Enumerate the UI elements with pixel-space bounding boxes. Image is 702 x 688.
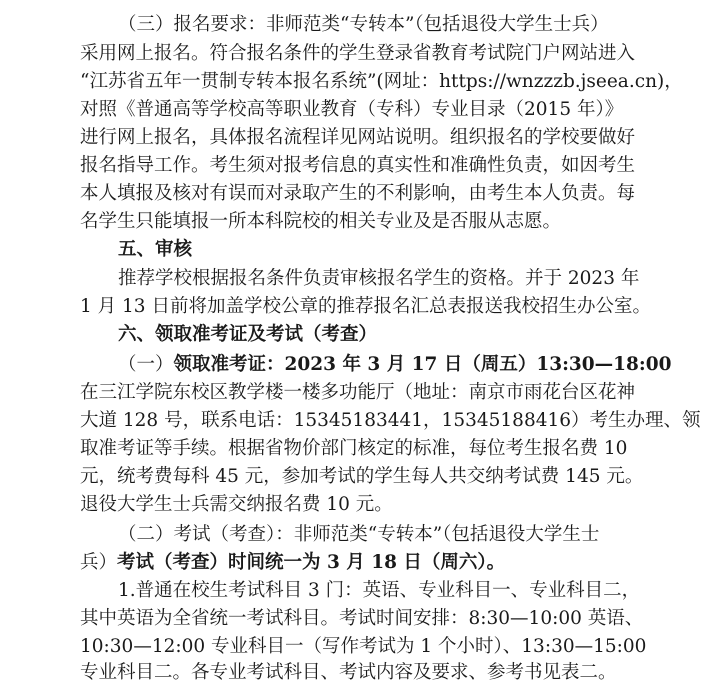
paragraph-line: 在三江学院东校区教学楼一楼多功能厅（地址：南京市雨花台区花神 xyxy=(80,382,636,403)
paragraph-line: “江苏省五年一贯制专转本报名系统”(网址：https://wnzzzb.jseea.cn)， xyxy=(80,71,683,92)
paragraph-line: 其中英语为全省统一考试科目。考试时间安排：8:30—10:00 英语、 xyxy=(80,608,644,629)
paragraph-line: 专业科目二。各专业考试科目、考试内容及要求、参考书见表二。 xyxy=(80,662,617,683)
text-span: 兵） xyxy=(80,552,118,573)
paragraph-line: 对照《普通高等学校高等职业教育（专科）专业目录（2015 年）》 xyxy=(80,99,624,120)
paragraph-line: 1 月 13 日前将加盖学校公章的推荐报名汇总表报送我校招生办公室。 xyxy=(80,296,651,317)
subsection-bold-text: 领取准考证：2023 年 3 月 17 日（周五）13:30—18:00 xyxy=(173,354,672,375)
paragraph-line: 报名指导工作。考生须对报考信息的真实性和准确性负责，如因考生 xyxy=(80,155,636,176)
section-heading: 六、领取准考证及考试（考查） xyxy=(118,324,378,345)
paragraph-line xyxy=(80,550,505,578)
paragraph-line: （二）考试（考查）：非师范类“专转本”（包括退役大学生士 xyxy=(118,524,600,545)
paragraph-line: 名学生只能填报一所本科院校的相关专业及是否服从志愿。 xyxy=(80,211,562,232)
paragraph-line xyxy=(118,352,671,380)
paragraph-line: 取准考证等手续。根据省物价部门核定的标准，每位考生报名费 10 xyxy=(80,438,628,459)
paragraph-line: （三）报名要求：非师范类“专转本”（包括退役大学生士兵） xyxy=(118,14,609,35)
paragraph-line: 推荐学校根据报名条件负责审核报名学生的资格。并于 2023 年 xyxy=(118,268,640,289)
paragraph-line: 退役大学生士兵需交纳报名费 10 元。 xyxy=(80,494,393,515)
paragraph-line: 进行网上报名，具体报名流程详见网站说明。组织报名的学校要做好 xyxy=(80,127,636,148)
paragraph-line: 10:30—12:00 专业科目一（写作考试为 1 个小时）、13:30—15:00 xyxy=(80,636,647,657)
paragraph-line: 采用网上报名。符合报名条件的学生登录省教育考试院门户网站进入 xyxy=(80,43,636,64)
paragraph-line: 本人填报及核对有误而对录取产生的不利影响，由考生本人负责。每 xyxy=(80,183,636,204)
subsection-number: （一） xyxy=(118,354,174,375)
section-heading: 五、审核 xyxy=(118,239,193,260)
paragraph-line: 元，统考费每科 45 元，参加考试的学生每人共交纳考试费 145 元。 xyxy=(80,466,644,487)
bold-text-span: 考试（考查）时间统一为 3 月 18 日（周六）。 xyxy=(117,552,506,573)
paragraph-line: 大道 128 号，联系电话：15345183441，15345188416）考生办理、领 xyxy=(80,410,701,431)
paragraph-line: 1.普通在校生考试科目 3 门：英语、专业科目一、专业科目二， xyxy=(118,580,641,601)
